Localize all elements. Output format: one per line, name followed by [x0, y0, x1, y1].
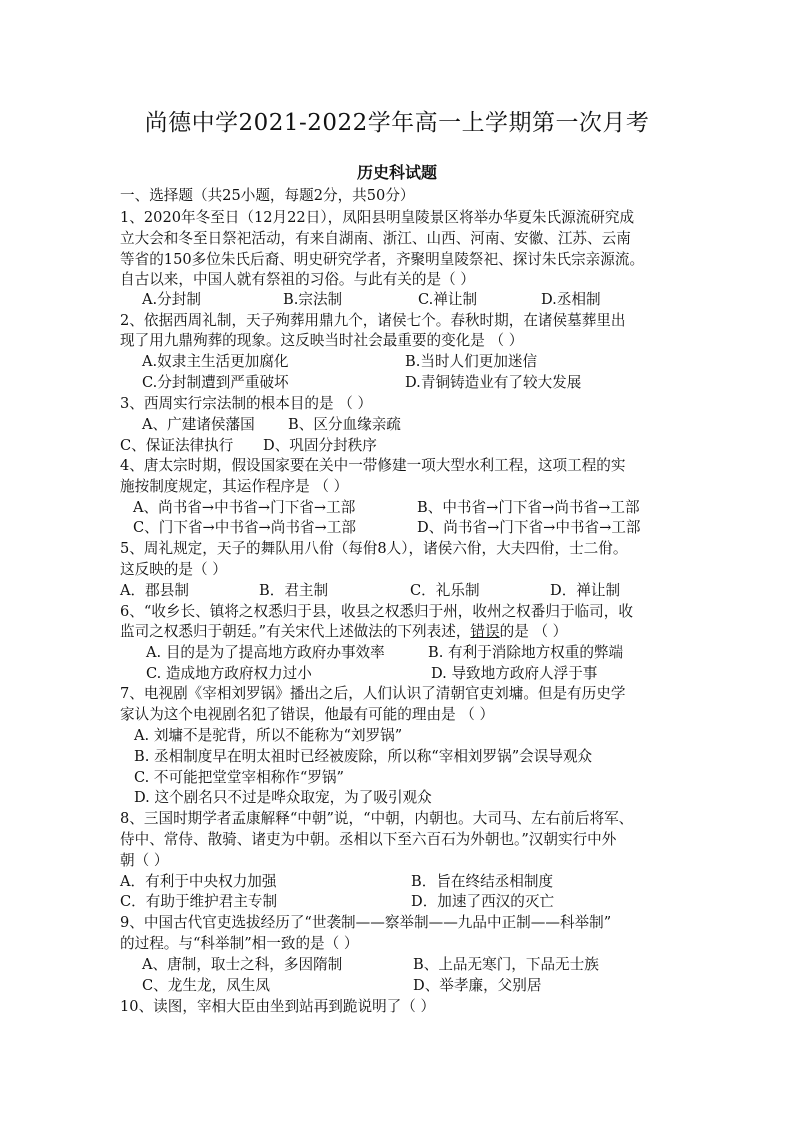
- q1-option-a: A.分封制: [142, 291, 201, 308]
- q2-option-a: A.奴隶主生活更加腐化: [142, 353, 289, 370]
- exam-title: 尚德中学2021-2022学年高一上学期第一次月考: [144, 110, 650, 136]
- q7-option-a: A. 刘墉不是驼背，所以不能称为“刘罗锅”: [134, 727, 403, 744]
- q3-option-a: A、广建诸侯藩国: [142, 416, 255, 433]
- q9-option-c: C、龙生龙，凤生凤: [142, 977, 270, 994]
- q8-option-c: C．有助于维护君主专制: [120, 893, 278, 910]
- q5-option-c: C．礼乐制: [410, 582, 480, 599]
- q1-stem-line: 自古以来，中国人就有祭祖的习俗。与此有关的是（ ）: [120, 271, 475, 288]
- q4-option-d: D、尚书省→门下省→中书省→工部: [417, 519, 641, 536]
- q4-stem-line: 4、唐太宗时期，假设国家要在关中一带修建一项大型水利工程，这项工程的实: [120, 457, 626, 474]
- q2-stem-line: 2、依据西周礼制，天子殉葬用鼎九个，诸侯七个。春秋时期，在诸侯墓葬里出: [120, 312, 626, 329]
- q3-stem-line: 3、西周实行宗法制的根本目的是 （ ）: [120, 395, 373, 412]
- q4-stem-line: 施按制度规定，其运作程序是 （ ）: [120, 478, 349, 495]
- q7-stem-line: 家认为这个电视剧名犯了错误，他最有可能的理由是 （ ）: [120, 706, 495, 723]
- q1-option-c: C.禅让制: [418, 291, 478, 308]
- q6-stem-line: [120, 622, 567, 642]
- q8-stem-line: 朝（ ）: [120, 852, 169, 869]
- q8-option-d: D．加速了西汉的灭亡: [411, 893, 555, 910]
- q8-option-a: A．有利于中央权力加强: [120, 873, 277, 890]
- q6-option-c: C. 造成地方政府权力过小: [146, 665, 312, 682]
- q6-stem-line: 6、“收乡长、镇将之权悉归于县，收县之权悉归于州，收州之权番归于临司，收: [120, 603, 633, 620]
- q5-stem-line: 这反映的是（ ）: [120, 561, 227, 578]
- q6-stem-text: 的是 （ ）: [499, 623, 568, 640]
- q4-option-a: A、尚书省→中书省→门下省→工部: [133, 499, 356, 516]
- q4-option-c: C、门下省→中书省→尚书省→工部: [133, 519, 356, 536]
- q1-option-b: B.宗法制: [283, 291, 343, 308]
- q9-option-b: B、上品无寒门，下品无士族: [413, 956, 599, 973]
- q6-option-d: D. 导致地方政府人浮于事: [431, 665, 598, 682]
- q8-stem-line: 侍中、常侍、散骑、诸吏为中朝。丞相以下至六百石为外朝也。”汉朝实行中外: [120, 831, 617, 848]
- q5-option-d: D．禅让制: [550, 582, 621, 599]
- q9-stem-line: 9、中国古代官吏选拔经历了“世袭制——察举制——九品中正制——科举制”: [120, 914, 612, 931]
- q1-stem-line: 立大会和冬至日祭祀活动，有来自湖南、浙江、山西、河南、安徽、江苏、云南: [120, 230, 631, 247]
- q2-option-c: C.分封制遭到严重破坏: [142, 374, 289, 391]
- q1-stem-line: 1、2020年冬至日（12月22日），凤阳县明皇陵景区将举办华夏朱氏源流研究成: [120, 209, 635, 226]
- q5-option-a: A．郡县制: [120, 582, 189, 599]
- q1-stem-line: 等省的150多位朱氏后裔、明史研究学者，齐聚明皇陵祭祀、探讨朱氏宗亲源流。: [120, 251, 645, 268]
- q1-option-d: D.丞相制: [541, 291, 601, 308]
- q6-option-b: B. 有利于消除地方权重的弊端: [428, 644, 624, 661]
- q7-option-d: D. 这个剧名只不过是哗众取宠，为了吸引观众: [134, 789, 432, 806]
- q9-option-a: A、唐制，取士之科，多因隋制: [142, 956, 343, 973]
- q6-stem-text: 监司之权悉归于朝廷。”有关宋代上述做法的下列表述，: [120, 623, 471, 640]
- q7-option-c: C. 不可能把堂堂宰相称作“罗锅”: [134, 769, 344, 786]
- section-heading: 一、选择题（共25小题，每题2分，共50分）: [120, 187, 415, 204]
- q6-option-a: A. 目的是为了提高地方政府办事效率: [146, 644, 385, 661]
- q2-stem-line: 现了用九鼎殉葬的现象。这反映当时社会最重要的变化是 （ ）: [120, 332, 524, 349]
- q3-option-c: C、保证法律执行: [120, 437, 234, 454]
- q5-option-b: B．君主制: [259, 582, 329, 599]
- q7-stem-line: 7、电视剧《宰相刘罗锅》播出之后，人们认识了清朝官吏刘墉。但是有历史学: [120, 685, 626, 702]
- q10-stem-line: 10、读图，宰相大臣由坐到站再到跪说明了（ ）: [120, 998, 436, 1015]
- q4-option-b: B、中书省→门下省→尚书省→工部: [417, 499, 640, 516]
- exam-subtitle: 历史科试题: [356, 163, 437, 182]
- q9-option-d: D、举孝廉，父别居: [413, 977, 542, 994]
- q6-emphasis: 错误: [470, 623, 500, 640]
- q8-option-b: B．旨在终结丞相制度: [411, 873, 554, 890]
- q7-option-b: B. 丞相制度早在明太祖时已经被废除，所以称“宰相刘罗锅”会误导观众: [134, 748, 593, 765]
- q2-option-b: B.当时人们更加迷信: [405, 353, 538, 370]
- q3-option-d: D、巩固分封秩序: [263, 437, 377, 454]
- q2-option-d: D.青铜铸造业有了较大发展: [405, 374, 582, 391]
- q3-option-b: B、区分血缘亲疏: [288, 416, 401, 433]
- q5-stem-line: 5、周礼规定，天子的舞队用八佾（每佾8人），诸侯六佾，大夫四佾，士二佾。: [120, 540, 628, 557]
- q8-stem-line: 8、三国时期学者孟康解释“中朝”说，“中朝，内朝也。大司马、左右前后将军、: [120, 810, 634, 827]
- q9-stem-line: 的过程。与“科举制”相一致的是（ ）: [120, 935, 359, 952]
